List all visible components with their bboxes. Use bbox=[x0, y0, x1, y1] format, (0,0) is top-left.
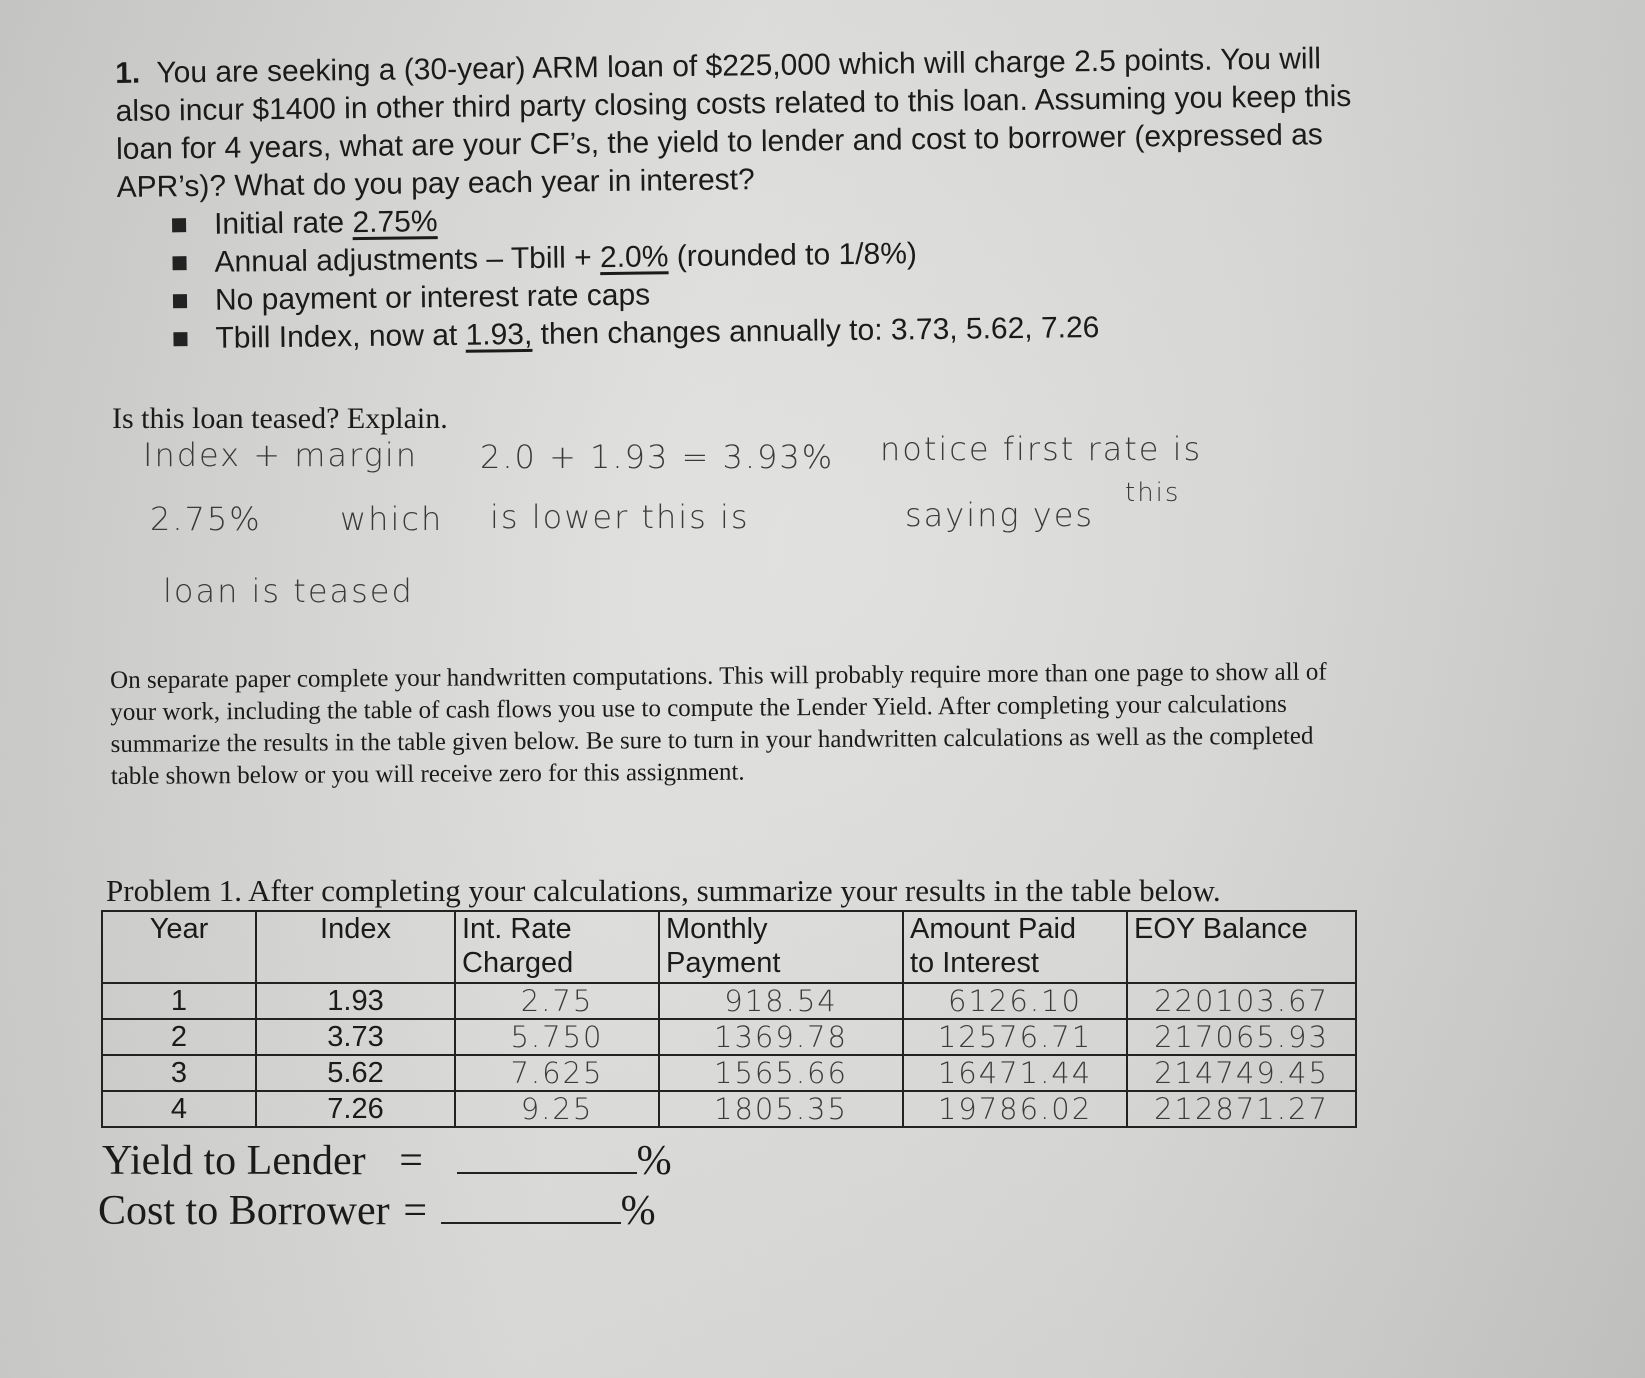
table-row bbox=[102, 1019, 1356, 1055]
cell-balance: 220103.67 bbox=[1127, 983, 1356, 1019]
cost-to-borrower-row bbox=[98, 1182, 656, 1235]
handwritten-note: 2.75% bbox=[150, 500, 262, 538]
bullet-text: Annual adjustments – Tbill + bbox=[214, 241, 601, 279]
col-header-rate: Int. Rate Charged bbox=[455, 911, 659, 983]
summary-table bbox=[101, 910, 1357, 1128]
handwritten-note: 2.0 + 1.93 = 3.93% bbox=[480, 438, 835, 476]
cell-year: 1 bbox=[102, 983, 256, 1019]
col-header-payment: Monthly Payment bbox=[659, 911, 903, 983]
cell-index: 5.62 bbox=[256, 1055, 455, 1091]
handwritten-note: notice first rate is bbox=[880, 430, 1203, 468]
handwritten-note: loan is teased bbox=[163, 572, 414, 610]
cell-rate: 9.25 bbox=[455, 1091, 659, 1127]
cell-index: 3.73 bbox=[256, 1019, 455, 1055]
handwritten-note: which bbox=[340, 500, 444, 538]
table-header-row bbox=[102, 911, 1356, 983]
bullet-underlined-value: 1.93, bbox=[465, 317, 533, 352]
col-header-interest: Amount Paid to Interest bbox=[903, 911, 1127, 983]
instructions-line: your work, including the table of cash flows you use to compute the Lender Yield. After completing your calculations bbox=[110, 690, 1287, 726]
problem-title: Problem 1. After completing your calculations, summarize your results in the table below. bbox=[106, 873, 1221, 908]
col-header-year: Year bbox=[102, 911, 256, 983]
equals-sign: = bbox=[399, 1138, 423, 1184]
col-header-index: Index bbox=[256, 911, 455, 983]
cell-interest: 16471.44 bbox=[903, 1055, 1127, 1091]
bullet-underlined-value: 2.75% bbox=[352, 205, 438, 240]
table-row bbox=[102, 1091, 1356, 1127]
bullet-square-icon bbox=[173, 332, 187, 346]
cell-rate: 2.75 bbox=[455, 983, 659, 1019]
cell-interest: 6126.10 bbox=[903, 983, 1127, 1019]
cell-payment: 1805.35 bbox=[659, 1091, 903, 1127]
teased-prompt: Is this loan teased? Explain. bbox=[112, 402, 448, 435]
yield-label: Yield to Lender bbox=[102, 1138, 366, 1184]
bullet-square-icon bbox=[173, 294, 187, 308]
equals-sign: = bbox=[403, 1188, 427, 1234]
percent-sign: % bbox=[620, 1188, 656, 1234]
cell-year: 2 bbox=[102, 1019, 256, 1055]
question-block bbox=[115, 38, 1539, 359]
bullet-underlined-value: 2.0% bbox=[599, 240, 669, 275]
loan-terms-list bbox=[117, 190, 1539, 359]
col-header-balance: EOY Balance bbox=[1127, 911, 1356, 983]
table-row bbox=[102, 983, 1356, 1019]
question-line: loan for 4 years, what are your CF’s, the yield to lender and cost to borrower (expressed as bbox=[115, 118, 1323, 166]
bullet-square-icon bbox=[172, 218, 186, 232]
cell-interest: 19786.02 bbox=[903, 1091, 1127, 1127]
question-number: 1. bbox=[115, 56, 141, 90]
cell-balance: 217065.93 bbox=[1127, 1019, 1356, 1055]
cell-rate: 7.625 bbox=[455, 1055, 659, 1091]
cell-index: 7.26 bbox=[256, 1091, 455, 1127]
cell-payment: 1369.78 bbox=[659, 1019, 903, 1055]
question-line: APR’s)? What do you pay each year in interest? bbox=[116, 163, 755, 204]
cell-rate: 5.750 bbox=[455, 1019, 659, 1055]
bullet-text: then changes annually to: 3.73, 5.62, 7.26 bbox=[532, 310, 1100, 351]
cost-answer-field[interactable] bbox=[441, 1182, 621, 1224]
instructions-line: table shown below or you will receive zero for this assignment. bbox=[110, 758, 745, 790]
handwritten-note: Index + margin bbox=[143, 436, 418, 474]
instructions-paragraph bbox=[110, 655, 1511, 793]
bullet-text: No payment or interest rate caps bbox=[214, 278, 651, 317]
cell-year: 4 bbox=[102, 1091, 256, 1127]
instructions-line: On separate paper complete your handwritten computations. This will probably require more than one page to show all of bbox=[110, 658, 1327, 694]
cell-year: 3 bbox=[102, 1055, 256, 1091]
question-line: also incur $1400 in other third party closing costs related to this loan. Assuming you keep this bbox=[115, 79, 1352, 128]
question-line: You are seeking a (30-year) ARM loan of $225,000 which will charge 2.5 points. You will bbox=[156, 42, 1322, 90]
cell-index: 1.93 bbox=[256, 983, 455, 1019]
handwritten-note: is lower this is bbox=[490, 498, 750, 536]
cell-payment: 918.54 bbox=[659, 983, 903, 1019]
cell-payment: 1565.66 bbox=[659, 1055, 903, 1091]
handwritten-note: this bbox=[1125, 478, 1181, 508]
handwritten-note: saying yes bbox=[905, 496, 1095, 534]
bullet-text: Tbill Index, now at bbox=[215, 318, 466, 355]
cell-interest: 12576.71 bbox=[903, 1019, 1127, 1055]
instructions-line: summarize the results in the table given below. Be sure to turn in your handwritten calculations as well as the completed bbox=[110, 722, 1314, 758]
bullet-square-icon bbox=[172, 256, 186, 270]
cost-label: Cost to Borrower bbox=[98, 1188, 390, 1234]
yield-answer-field[interactable] bbox=[457, 1132, 637, 1174]
bullet-text: (rounded to 1/8%) bbox=[668, 237, 918, 274]
bullet-text: Initial rate bbox=[213, 206, 353, 241]
percent-sign: % bbox=[636, 1138, 672, 1184]
cell-balance: 212871.27 bbox=[1127, 1091, 1356, 1127]
cell-balance: 214749.45 bbox=[1127, 1055, 1356, 1091]
yield-to-lender-row bbox=[102, 1132, 672, 1185]
question-text bbox=[115, 38, 1537, 207]
table-row bbox=[102, 1055, 1356, 1091]
